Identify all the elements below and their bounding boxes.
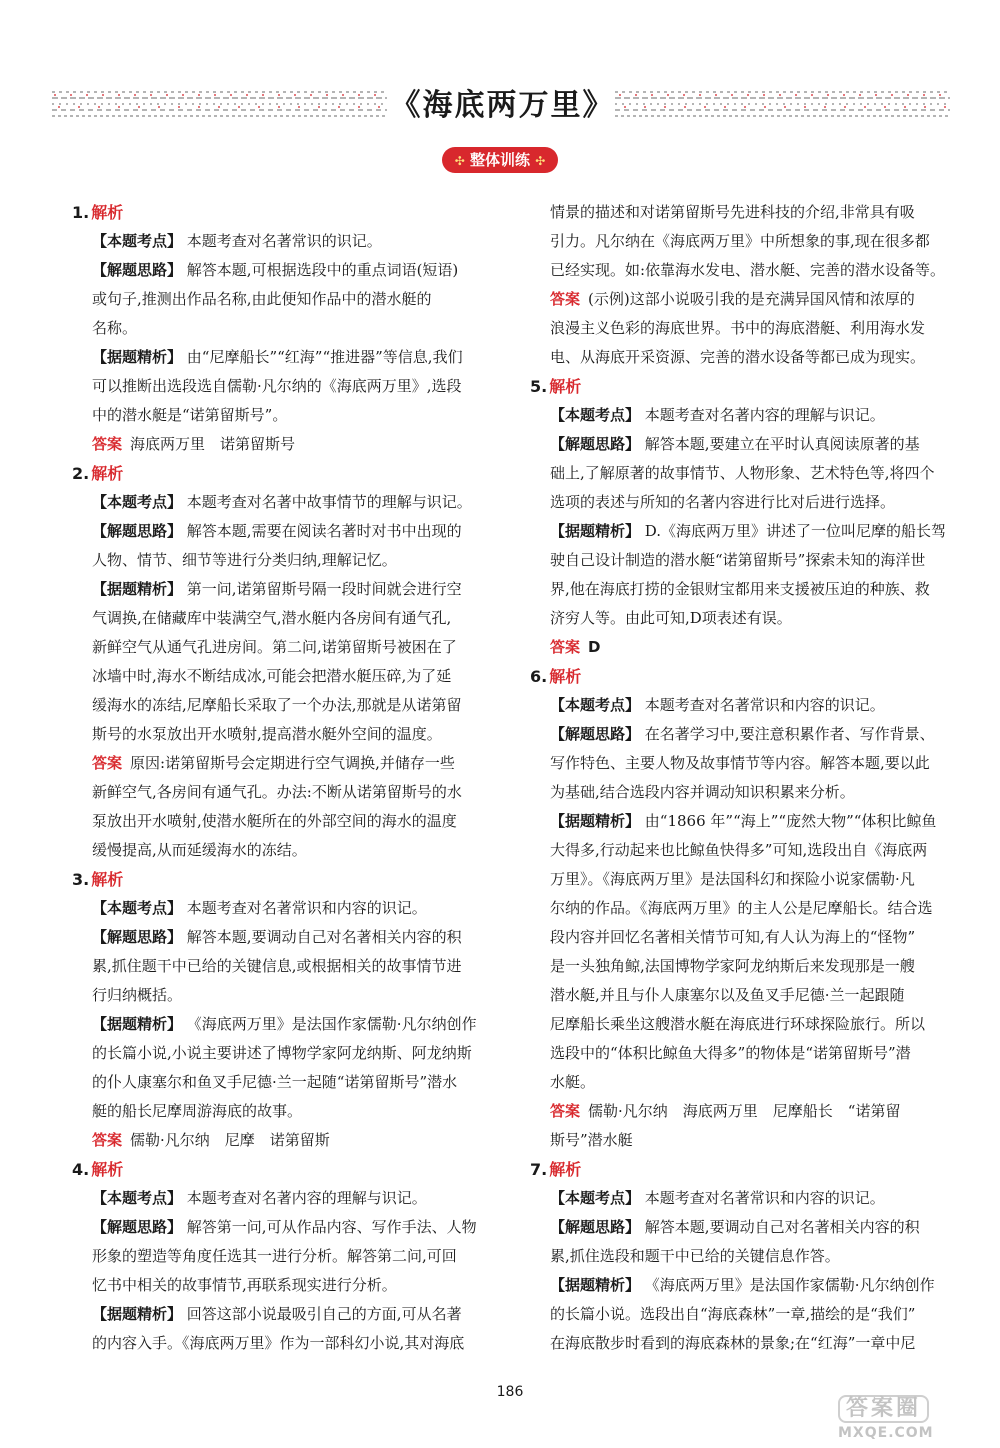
paragraph: 斯号的水泵放出开水喷射,提高潜水艇外空间的温度。 [92, 725, 442, 743]
paragraph: 驶自己设计制造的潜水艇“诺第留斯号”探索未知的海洋世 [550, 551, 926, 569]
header-decoration-left [52, 84, 387, 124]
paragraph: 【据题精析】 由“尼摩船长”“红海”“推进器”等信息,我们 [92, 348, 463, 366]
analysis-label: 解析 [91, 464, 124, 483]
answer-line: 缓慢提高,从而延缓海水的冻结。 [92, 841, 307, 859]
paragraph: 潜水艇,并且与仆人康塞尔以及鱼叉手尼德·兰一起跟随 [550, 986, 905, 1004]
paragraph: 【据题精析】 第一问,诺第留斯号隔一段时间就会进行空 [92, 580, 462, 598]
paragraph: 冰墙中时,海水不断结成冰,可能会把潜水艇压碎,为了延 [92, 667, 452, 685]
paragraph: 累,抓住选段和题干中已给的关键信息作答。 [550, 1247, 840, 1265]
paragraph: 的内容入手。《海底两万里》作为一部科幻小说,其对海底 [92, 1334, 465, 1352]
right-column [530, 198, 950, 1358]
answer-line: 答案 (示例)这部小说吸引我的是充满异国风情和浓厚的 [550, 290, 915, 308]
silu-tag: 【解题思路】 [92, 1218, 183, 1236]
answer-line: 斯号”潜水艇 [550, 1131, 633, 1149]
paragraph: 【解题思路】 解答本题,需要在阅读名著时对书中出现的 [92, 522, 462, 540]
paragraph: 累,抓住题干中已给的关键信息,或根据相关的故事情节进 [92, 957, 462, 975]
paragraph: 【解题思路】 在名著学习中,要注意积累作者、写作背景、 [550, 725, 935, 743]
paragraph: 人物、情节、细节等进行分类归纳,理解记忆。 [92, 551, 397, 569]
jingxi-tag: 【据题精析】 [92, 580, 183, 598]
question-number: 4. [72, 1160, 90, 1179]
watermark-url: MXQE.COM [838, 1425, 934, 1441]
silu-tag: 【解题思路】 [550, 1218, 641, 1236]
star-icon: ✣ [454, 154, 465, 168]
paragraph: 情景的描述和对诺第留斯号先进科技的介绍,非常具有吸 [550, 203, 915, 221]
paragraph: 行归纳概括。 [92, 986, 183, 1004]
paragraph: 【据题精析】 由“1866 年”“海上”“庞然大物”“体积比鲸鱼 [550, 812, 937, 830]
paragraph: 大得多,行动起来也比鲸鱼快得多”可知,选段出自《海底两 [550, 841, 928, 859]
paragraph: 界,他在海底打捞的金银财宝都用来支援被压迫的种族、救 [550, 580, 930, 598]
paragraph: 【本题考点】 本题考查对名著内容的理解与识记。 [550, 406, 885, 424]
jingxi-tag: 【据题精析】 [92, 1305, 183, 1323]
question-heading [72, 865, 502, 894]
paragraph: 段内容并回忆名著相关情节可知,有人认为海上的“怪物” [550, 928, 916, 946]
paragraph: 础上,了解原著的故事情节、人物形象、艺术特色等,将四个 [550, 464, 935, 482]
question-heading [530, 662, 950, 691]
section-banner-label: 整体训练 [469, 151, 530, 169]
silu-tag: 【解题思路】 [92, 928, 183, 946]
answer-label: 答案 [92, 435, 123, 453]
watermark-text: 答案圈 [838, 1395, 929, 1423]
answer-line: 泵放出开水喷射,使潜水艇所在的外部空间的海水的温度 [92, 812, 457, 830]
paragraph: 【解题思路】 解答本题,要建立在平时认真阅读原著的基 [550, 435, 920, 453]
analysis-label: 解析 [91, 203, 124, 222]
paragraph: 【本题考点】 本题考查对名著常识和内容的识记。 [550, 696, 885, 714]
paragraph: 【本题考点】 本题考查对名著中故事情节的理解与识记。 [92, 493, 472, 511]
question-number: 7. [530, 1160, 548, 1179]
kaodian-tag: 【本题考点】 [550, 696, 641, 714]
answer-line: 电、从海底开采资源、完善的潜水设备等都已成为现实。 [550, 348, 926, 366]
silu-tag: 【解题思路】 [550, 725, 641, 743]
paragraph: 气调换,在储藏库中装满空气,潜水艇内各房间有通气孔, [92, 609, 452, 627]
question-number: 5. [530, 377, 548, 396]
answer-line: 浪漫主义色彩的海底世界。书中的海底潜艇、利用海水发 [550, 319, 926, 337]
paragraph: 的长篇小说,小说主要讲述了博物学家阿龙纳斯、阿龙纳斯 [92, 1044, 472, 1062]
paragraph: 忆书中相关的故事情节,再联系现实进行分析。 [92, 1276, 397, 1294]
question-heading [530, 1155, 950, 1184]
paragraph: 或句子,推测出作品名称,由此便知作品中的潜水艇的 [92, 290, 432, 308]
question-heading [72, 198, 502, 227]
paragraph: 【解题思路】 解答本题,要调动自己对名著相关内容的积 [550, 1218, 920, 1236]
star-icon: ✣ [535, 154, 546, 168]
answer-label: 答案 [92, 754, 123, 772]
paragraph: 选项的表述与所知的名著内容进行比对后进行选择。 [550, 493, 896, 511]
analysis-label: 解析 [91, 1160, 124, 1179]
paragraph: 【本题考点】 本题考查对名著常识和内容的识记。 [550, 1189, 885, 1207]
question-heading [72, 459, 502, 488]
paragraph: 已经实现。如:依靠海水发电、潜水艇、完善的潜水设备等。 [550, 261, 946, 279]
paragraph: 缓海水的冻结,尼摩船长采取了一个办法,那就是从诺第留 [92, 696, 462, 714]
paragraph: 【解题思路】 解答本题,要调动自己对名著相关内容的积 [92, 928, 462, 946]
analysis-label: 解析 [549, 377, 582, 396]
question-number: 1. [72, 203, 90, 222]
paragraph: 是一头独角鲸,法国博物学家阿龙纳斯后来发现那是一艘 [550, 957, 915, 975]
paragraph: 新鲜空气从通气孔进房间。第二问,诺第留斯号被困在了 [92, 638, 457, 656]
paragraph: 万里》。《海底两万里》是法国科幻和探险小说家儒勒·凡 [550, 870, 915, 888]
question-number: 2. [72, 464, 90, 483]
section-banner [442, 147, 558, 173]
answer-line: 答案 海底两万里 诺第留斯号 [92, 435, 296, 453]
jingxi-tag: 【据题精析】 [550, 522, 641, 540]
jingxi-tag: 【据题精析】 [550, 1276, 641, 1294]
paragraph: 为基础,结合选段内容并调动知识积累来分析。 [550, 783, 855, 801]
page-number: 186 [496, 1384, 524, 1400]
kaodian-tag: 【本题考点】 [92, 899, 183, 917]
paragraph: 济穷人等。由此可知,D项表述有误。 [550, 609, 792, 627]
paragraph: 可以推断出选段选自儒勒·凡尔纳的《海底两万里》,选段 [92, 377, 462, 395]
kaodian-tag: 【本题考点】 [92, 1189, 183, 1207]
paragraph: 形象的塑造等角度任选其一进行分析。解答第二问,可回 [92, 1247, 457, 1265]
answer-label: 答案 [92, 1131, 123, 1149]
paragraph: 【解题思路】 解答第一问,可从作品内容、写作手法、人物 [92, 1218, 477, 1236]
paragraph: 在海底散步时看到的海底森林的景象;在“红海”一章中尼 [550, 1334, 916, 1352]
paragraph: 名称。 [92, 319, 138, 337]
answer-label: 答案 [550, 638, 581, 656]
jingxi-tag: 【据题精析】 [550, 812, 641, 830]
paragraph: 写作特色、主要人物及故事情节等内容。解答本题,要以此 [550, 754, 930, 772]
paragraph: 的仆人康塞尔和鱼叉手尼德·兰一起随“诺第留斯号”潜水 [92, 1073, 458, 1091]
silu-tag: 【解题思路】 [92, 522, 183, 540]
analysis-label: 解析 [91, 870, 124, 889]
analysis-label: 解析 [549, 1160, 582, 1179]
paragraph: 选段中的“体积比鲸鱼大得多”的物体是“诺第留斯号”潜 [550, 1044, 911, 1062]
header-decoration-right [615, 84, 950, 124]
answer-line: 答案 儒勒·凡尔纳 尼摩 诺第留斯 [92, 1131, 330, 1149]
kaodian-tag: 【本题考点】 [550, 406, 641, 424]
question-heading [530, 372, 950, 401]
watermark-logo [838, 1395, 990, 1443]
answer-line: 答案 原因:诺第留斯号会定期进行空气调换,并储存一些 [92, 754, 455, 772]
paragraph: 艇的船长尼摩周游海底的故事。 [92, 1102, 303, 1120]
paragraph: 水艇。 [550, 1073, 596, 1091]
paragraph: 【解题思路】 解答本题,可根据选段中的重点词语(短语) [92, 261, 459, 279]
paragraph: 【本题考点】 本题考查对名著常识的识记。 [92, 232, 382, 250]
analysis-label: 解析 [549, 667, 582, 686]
paragraph: 尼摩船长乘坐这艘潜水艇在海底进行环球探险旅行。所以 [550, 1015, 926, 1033]
paragraph: 引力。凡尔纳在《海底两万里》中所想象的事,现在很多都 [550, 232, 930, 250]
answer-label: 答案 [550, 290, 581, 308]
kaodian-tag: 【本题考点】 [92, 232, 183, 250]
jingxi-tag: 【据题精析】 [92, 348, 183, 366]
silu-tag: 【解题思路】 [550, 435, 641, 453]
jingxi-tag: 【据题精析】 [92, 1015, 183, 1033]
kaodian-tag: 【本题考点】 [550, 1189, 641, 1207]
question-heading [72, 1155, 502, 1184]
paragraph: 【据题精析】 《海底两万里》是法国作家儒勒·凡尔纳创作 [92, 1015, 477, 1033]
silu-tag: 【解题思路】 [92, 261, 183, 279]
page-title: 《海底两万里》 [390, 88, 615, 123]
paragraph: 尔纳的作品。《海底两万里》的主人公是尼摩船长。结合选 [550, 899, 933, 917]
paragraph: 【本题考点】 本题考查对名著常识和内容的识记。 [92, 899, 427, 917]
kaodian-tag: 【本题考点】 [92, 493, 183, 511]
question-number: 3. [72, 870, 90, 889]
paragraph: 【据题精析】 D.《海底两万里》讲述了一位叫尼摩的船长驾 [550, 522, 947, 540]
answer-line: 答案 D [550, 638, 601, 656]
paragraph: 的长篇小说。选段出自“海底森林”一章,描绘的是“我们” [550, 1305, 916, 1323]
answer-label: 答案 [550, 1102, 581, 1120]
answer-line: 答案 儒勒·凡尔纳 海底两万里 尼摩船长 “诺第留 [550, 1102, 901, 1120]
paragraph: 【据题精析】 回答这部小说最吸引自己的方面,可从名著 [92, 1305, 462, 1323]
question-number: 6. [530, 667, 548, 686]
paragraph: 中的潜水艇是“诺第留斯号”。 [92, 406, 288, 424]
answer-line: 新鲜空气,各房间有通气孔。办法:不断从诺第留斯号的水 [92, 783, 462, 801]
paragraph: 【本题考点】 本题考查对名著内容的理解与识记。 [92, 1189, 427, 1207]
paragraph: 【据题精析】 《海底两万里》是法国作家儒勒·凡尔纳创作 [550, 1276, 935, 1294]
left-column [72, 198, 502, 1358]
